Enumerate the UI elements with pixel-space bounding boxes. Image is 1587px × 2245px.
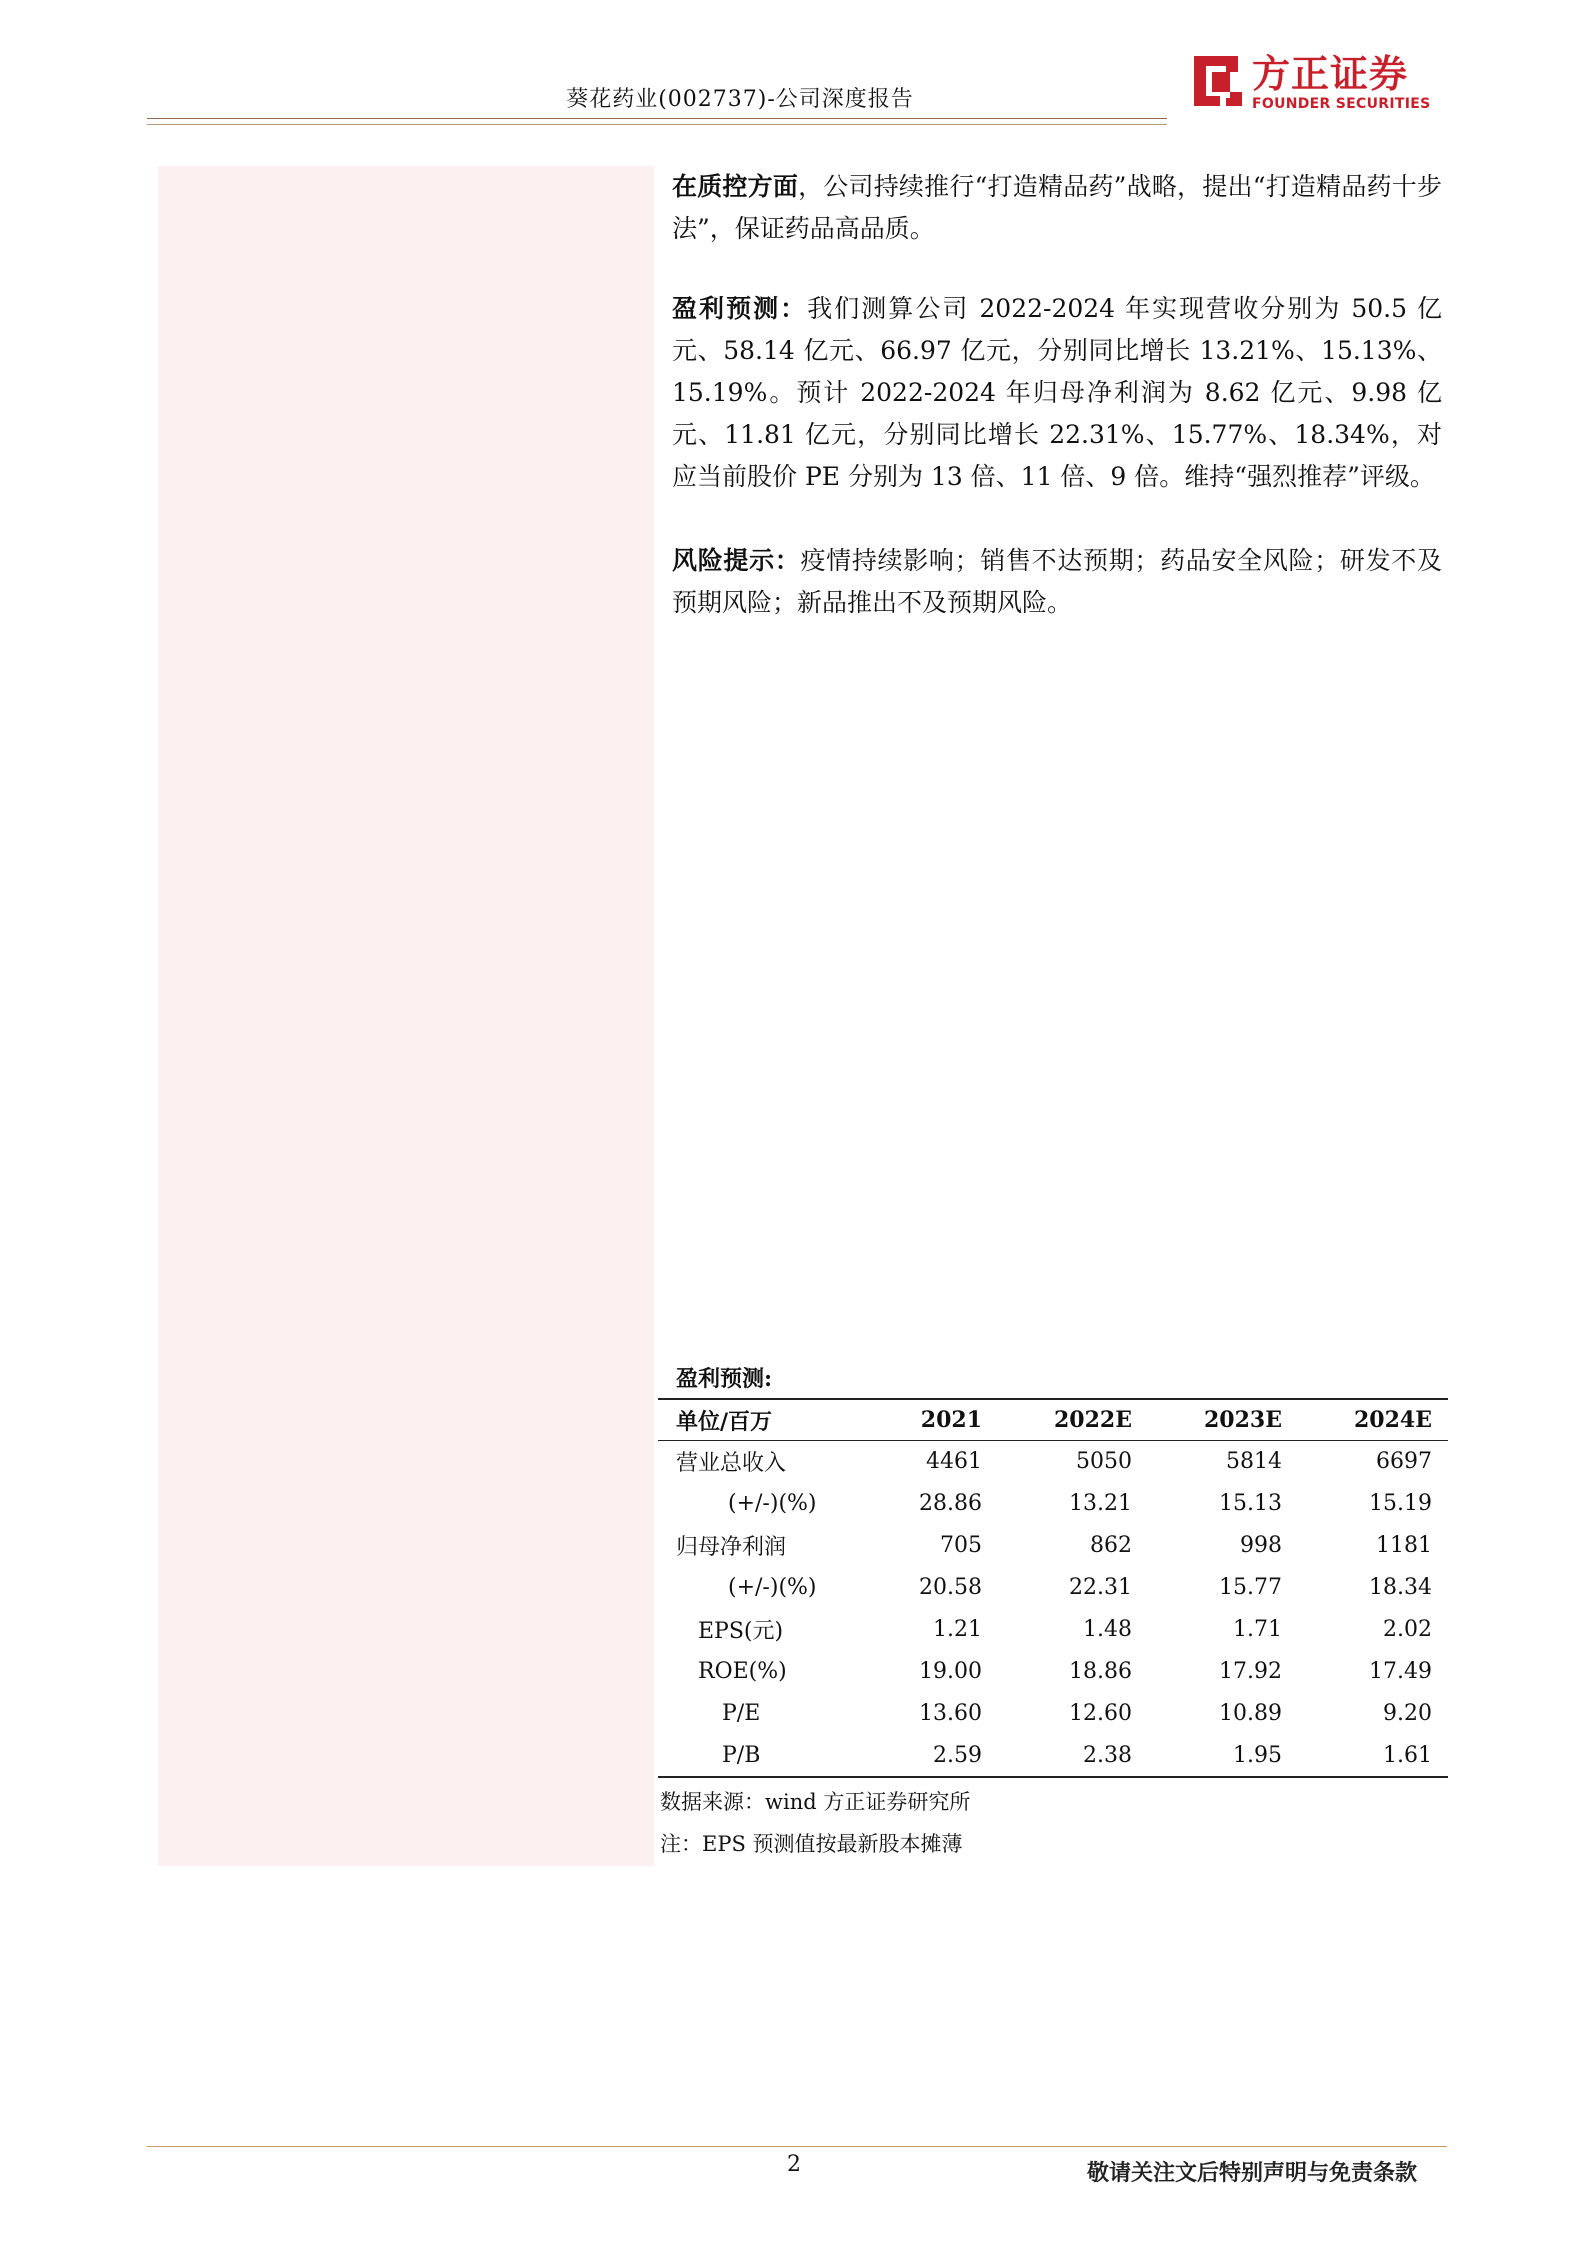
row-label: 归母净利润 xyxy=(676,1535,787,1560)
quality-control-lead: 在质控方面 xyxy=(672,172,799,201)
table-header-cell: 单位/百万 xyxy=(676,1408,773,1435)
logo-english-name: FOUNDER SECURITIES xyxy=(1252,96,1431,112)
quality-control-paragraph xyxy=(672,166,1442,250)
table-cell: 1.61 xyxy=(1383,1742,1432,1768)
founder-logo-icon xyxy=(1190,52,1246,110)
table-cell: 1181 xyxy=(1376,1533,1432,1558)
table-cell: 5814 xyxy=(1225,1449,1282,1475)
founder-securities-logo xyxy=(1190,50,1430,122)
table-cell: 22.31 xyxy=(1069,1575,1132,1600)
table-cell: 18.86 xyxy=(1069,1659,1132,1684)
table-cell: 17.49 xyxy=(1369,1659,1432,1684)
table-cell: 1.21 xyxy=(933,1617,983,1642)
row-label: P/E xyxy=(722,1701,761,1726)
left-sidebar-panel xyxy=(158,166,654,1866)
earnings-forecast-lead: 盈利预测： xyxy=(672,294,808,323)
table-cell: 2.02 xyxy=(1383,1617,1432,1642)
table-cell: 998 xyxy=(1239,1533,1282,1558)
table-cell: 862 xyxy=(1090,1533,1132,1558)
header-divider-thin xyxy=(147,124,1167,125)
risk-warning-text: 疫情持续影响；销售不达预期；药品安全风险；研发不及预期风险；新品推出不及预期风险。 xyxy=(672,546,1442,617)
table-cell: 1.71 xyxy=(1233,1617,1282,1642)
table-cell: 5050 xyxy=(1076,1449,1132,1475)
table-cell: 9.20 xyxy=(1383,1701,1432,1726)
table-footnote: 注：EPS 预测值按最新股本摊薄 xyxy=(660,1832,963,1856)
table-header-cell: 2022E xyxy=(1054,1407,1132,1433)
table-row xyxy=(658,1609,1448,1651)
table-row xyxy=(658,1525,1448,1567)
footer-divider xyxy=(147,2146,1447,2147)
table-row xyxy=(658,1693,1448,1735)
row-label: EPS(元) xyxy=(698,1619,784,1644)
table-cell: 2.59 xyxy=(933,1742,983,1768)
table-cell: 13.60 xyxy=(919,1701,983,1726)
table-cell: 13.21 xyxy=(1069,1491,1132,1516)
table-cell: 15.77 xyxy=(1219,1575,1282,1600)
table-row xyxy=(658,1651,1448,1693)
forecast-table-title: 盈利预测: xyxy=(676,1366,773,1392)
table-cell: 12.60 xyxy=(1069,1701,1132,1726)
table-cell: 1.48 xyxy=(1083,1617,1132,1642)
table-cell: 15.19 xyxy=(1369,1491,1432,1516)
risk-warning-paragraph xyxy=(672,540,1442,624)
table-cell: 1.95 xyxy=(1233,1742,1282,1768)
table-cell: 705 xyxy=(940,1533,983,1558)
earnings-forecast-paragraph xyxy=(672,288,1442,498)
table-header-cell: 2023E xyxy=(1203,1407,1282,1433)
table-data-source: 数据来源：wind 方正证券研究所 xyxy=(660,1790,971,1814)
footer-disclaimer: 敬请关注文后特别声明与免责条款 xyxy=(1087,2161,1418,2186)
report-header-title: 葵花药业(002737)-公司深度报告 xyxy=(566,87,914,112)
earnings-forecast-text: 我们测算公司 2022-2024 年实现营收分别为 50.5 亿元、58.14 亿元、66.97 亿元，分别同比增长 13.21%、15.13%、15.19%。预计 2022-2024 年归母净利润为 8.62 亿元、9.98 亿元、11.81 亿元，分别同比增长 22.31%、15.77%、18.34%，对应当前股价 PE 分别为 13 倍、11 倍、9 倍。维持“强烈推荐”评级。 xyxy=(672,294,1442,491)
table-cell: 4461 xyxy=(926,1449,983,1475)
table-cell: 18.34 xyxy=(1369,1575,1432,1600)
table-cell: 28.86 xyxy=(919,1491,983,1516)
header-divider xyxy=(147,118,1167,119)
row-label: (+/-)(%) xyxy=(728,1491,817,1516)
page-number: 2 xyxy=(787,2152,801,2177)
table-header-row xyxy=(658,1399,1448,1441)
table-cell: 2.38 xyxy=(1083,1742,1132,1768)
table-row xyxy=(658,1483,1448,1525)
table-cell: 10.89 xyxy=(1219,1701,1282,1726)
table-cell: 15.13 xyxy=(1219,1491,1282,1516)
quality-control-text: ，公司持续推行“打造精品药”战略，提出“打造精品药十步法”，保证药品高品质。 xyxy=(672,172,1442,243)
table-row xyxy=(658,1735,1448,1777)
row-label: 营业总收入 xyxy=(676,1451,787,1477)
logo-chinese-name: 方正证券 xyxy=(1252,52,1409,96)
risk-warning-lead: 风险提示： xyxy=(672,546,801,575)
table-header-cell: 2021 xyxy=(920,1407,983,1433)
table-cell: 20.58 xyxy=(919,1575,983,1600)
row-label: P/B xyxy=(722,1742,761,1768)
row-label: (+/-)(%) xyxy=(728,1575,817,1600)
table-row xyxy=(658,1441,1448,1483)
table-cell: 17.92 xyxy=(1219,1659,1282,1684)
earnings-forecast-table xyxy=(658,1398,1448,1778)
table-header-cell: 2024E xyxy=(1354,1407,1432,1433)
table-row xyxy=(658,1567,1448,1609)
table-cell: 19.00 xyxy=(919,1659,983,1684)
table-cell: 6697 xyxy=(1376,1449,1432,1475)
row-label: ROE(%) xyxy=(698,1659,787,1684)
